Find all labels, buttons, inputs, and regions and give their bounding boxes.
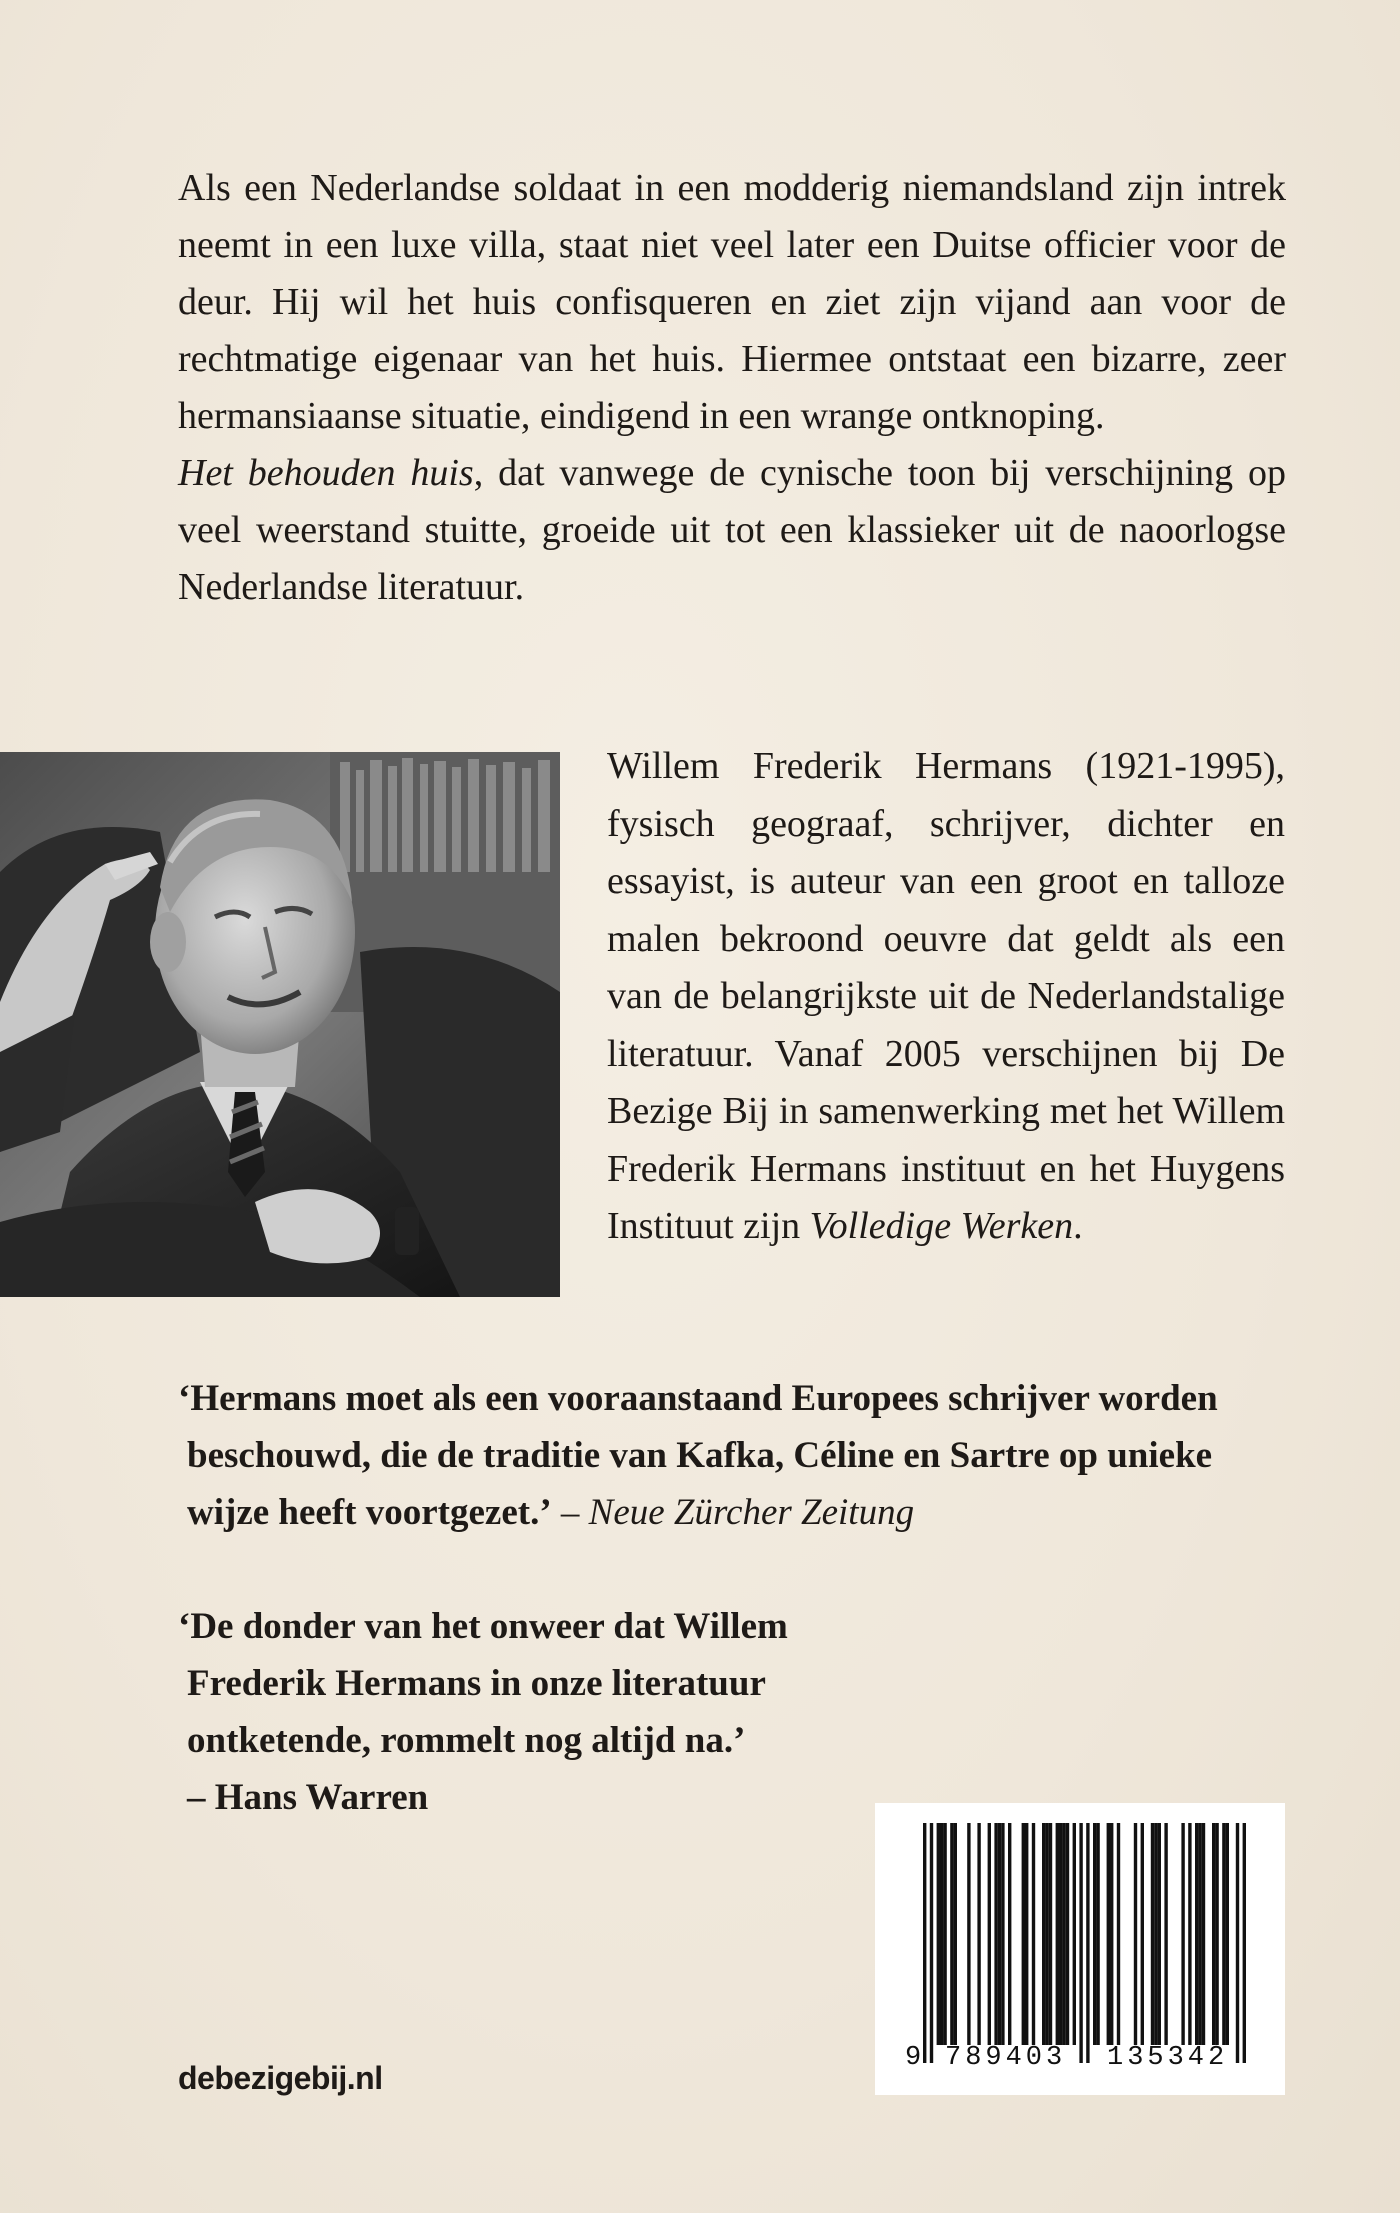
isbn-digits-left: 789403	[945, 2043, 1067, 2073]
barcode-bar	[1062, 1823, 1065, 2045]
barcode-bar	[1066, 1823, 1069, 2045]
barcode-bar	[1059, 1823, 1062, 2045]
works-title: Volledige Werken	[809, 1205, 1074, 1247]
synopsis-paragraph: Als een Nederlandse soldaat in een modderig niemandsland zijn intrek neemt in een luxe villa, staat niet veel later een Duitse officier voor de deur. Hij wil het huis confisqueren en ziet zijn vijand aan voor de rechtmatige eigenaar van het huis. Hiermee ontstaat een bizarre, zeer hermansiaanse situatie, eindigend in een wrange ontknoping.	[178, 167, 1286, 437]
barcode-bar	[1215, 1823, 1218, 2045]
barcode-guard-bar	[1079, 1823, 1082, 2063]
barcode-bar	[988, 1823, 991, 2045]
synopsis	[178, 160, 1286, 616]
barcode-bar	[954, 1823, 957, 2045]
barcode-bar	[1134, 1823, 1137, 2045]
author-bio-text: Willem Frederik Hermans (1921-1995), fysisch geograaf, schrijver, dichter en essayist, is auteur van een groot en talloze malen bekroond oeuvre dat geldt als een van de belangrijkste uit de Nederlandstalige literatuur. Vanaf 2005 verschijnen bij De Bezige Bij in samenwerking met het Willem Frederik Hermans instituut en het Huygens Instituut zijn	[607, 745, 1285, 1247]
barcode-bar	[943, 1823, 946, 2045]
isbn-barcode	[875, 1803, 1285, 2095]
barcode-bar	[1110, 1823, 1113, 2045]
barcode-bar	[1195, 1823, 1198, 2045]
barcode-bar	[1001, 1823, 1004, 2045]
review-quote-1	[178, 1370, 1297, 1541]
barcode-bar	[1056, 1823, 1059, 2045]
barcode-bar	[1008, 1823, 1011, 2045]
synopsis-paragraph-text: , dat vanwege de cynische toon bij verschijning op veel weerstand stuitte, groeide uit tot een klassieker uit de naoorlogse Nederlandse literatuur.	[178, 452, 1286, 608]
barcode-bar	[1096, 1823, 1099, 2045]
barcode-bar	[1042, 1823, 1045, 2045]
publisher-url[interactable]: debezigebij.nl	[178, 2060, 383, 2096]
author-portrait-photo	[0, 752, 560, 1297]
isbn-digit-prefix: 9	[905, 2043, 922, 2073]
review-quote-2	[178, 1598, 887, 1826]
barcode-bar	[1181, 1823, 1184, 2045]
barcode-guard-bar	[1243, 1823, 1246, 2063]
author-bio-end: .	[1073, 1205, 1083, 1247]
author-bio	[607, 738, 1285, 1256]
barcode-bar	[1164, 1823, 1167, 2045]
barcode-bar	[1022, 1823, 1025, 2045]
barcode-bar	[950, 1823, 953, 2045]
isbn-number	[875, 2043, 1285, 2079]
barcode-bar	[1093, 1823, 1096, 2045]
barcode-bar	[1154, 1823, 1157, 2045]
barcode-bar	[1107, 1823, 1110, 2045]
book-title: Het behouden huis	[178, 452, 474, 494]
review-quote-1-dash: –	[551, 1492, 589, 1533]
barcode-bar	[940, 1823, 943, 2045]
barcode-guard-bar	[930, 1823, 933, 2063]
review-quote-2-text: ‘De donder van het onweer dat Willem Frederik Hermans in onze literatuur ontketende, rommelt nog altijd na.’	[178, 1606, 788, 1761]
barcode-bar	[1073, 1823, 1076, 2045]
barcode-bar	[998, 1823, 1001, 2045]
barcode-bar	[1222, 1823, 1225, 2045]
barcode-bar	[1212, 1823, 1215, 2045]
barcode-bar	[1202, 1823, 1205, 2045]
barcode-bar	[1188, 1823, 1191, 2045]
isbn-digits-right: 135342	[1107, 2043, 1229, 2073]
barcode-bar	[1158, 1823, 1161, 2045]
barcode-bar	[977, 1823, 980, 2045]
review-quote-1-source: Neue Zürcher Zeitung	[588, 1492, 915, 1533]
review-quote-2-source: – Hans Warren	[187, 1777, 429, 1818]
barcode-bar	[1049, 1823, 1052, 2045]
barcode-bar	[1117, 1823, 1120, 2045]
barcode-bar	[1025, 1823, 1028, 2045]
barcode-guard-bar	[1236, 1823, 1239, 2063]
barcode-bar	[1141, 1823, 1144, 2045]
barcode-bar	[1032, 1823, 1035, 2045]
barcode-guard-bar	[923, 1823, 926, 2063]
barcode-bar	[1226, 1823, 1229, 2045]
barcode-bar	[1198, 1823, 1201, 2045]
barcode-bar	[1045, 1823, 1048, 2045]
author-portrait	[0, 752, 560, 1297]
review-quote-1-text: ‘Hermans moet als een vooraanstaand Europees schrijver worden beschouwd, die de traditie van Kafka, Céline en Sartre op unieke wijze heeft voortgezet.’	[178, 1378, 1218, 1533]
barcode-bar	[967, 1823, 970, 2045]
barcode-bar	[994, 1823, 997, 2045]
synopsis-paragraph-2	[178, 445, 1286, 616]
barcode-bar	[1151, 1823, 1154, 2045]
barcode-guard-bar	[1086, 1823, 1089, 2063]
barcode-bar	[937, 1823, 940, 2045]
